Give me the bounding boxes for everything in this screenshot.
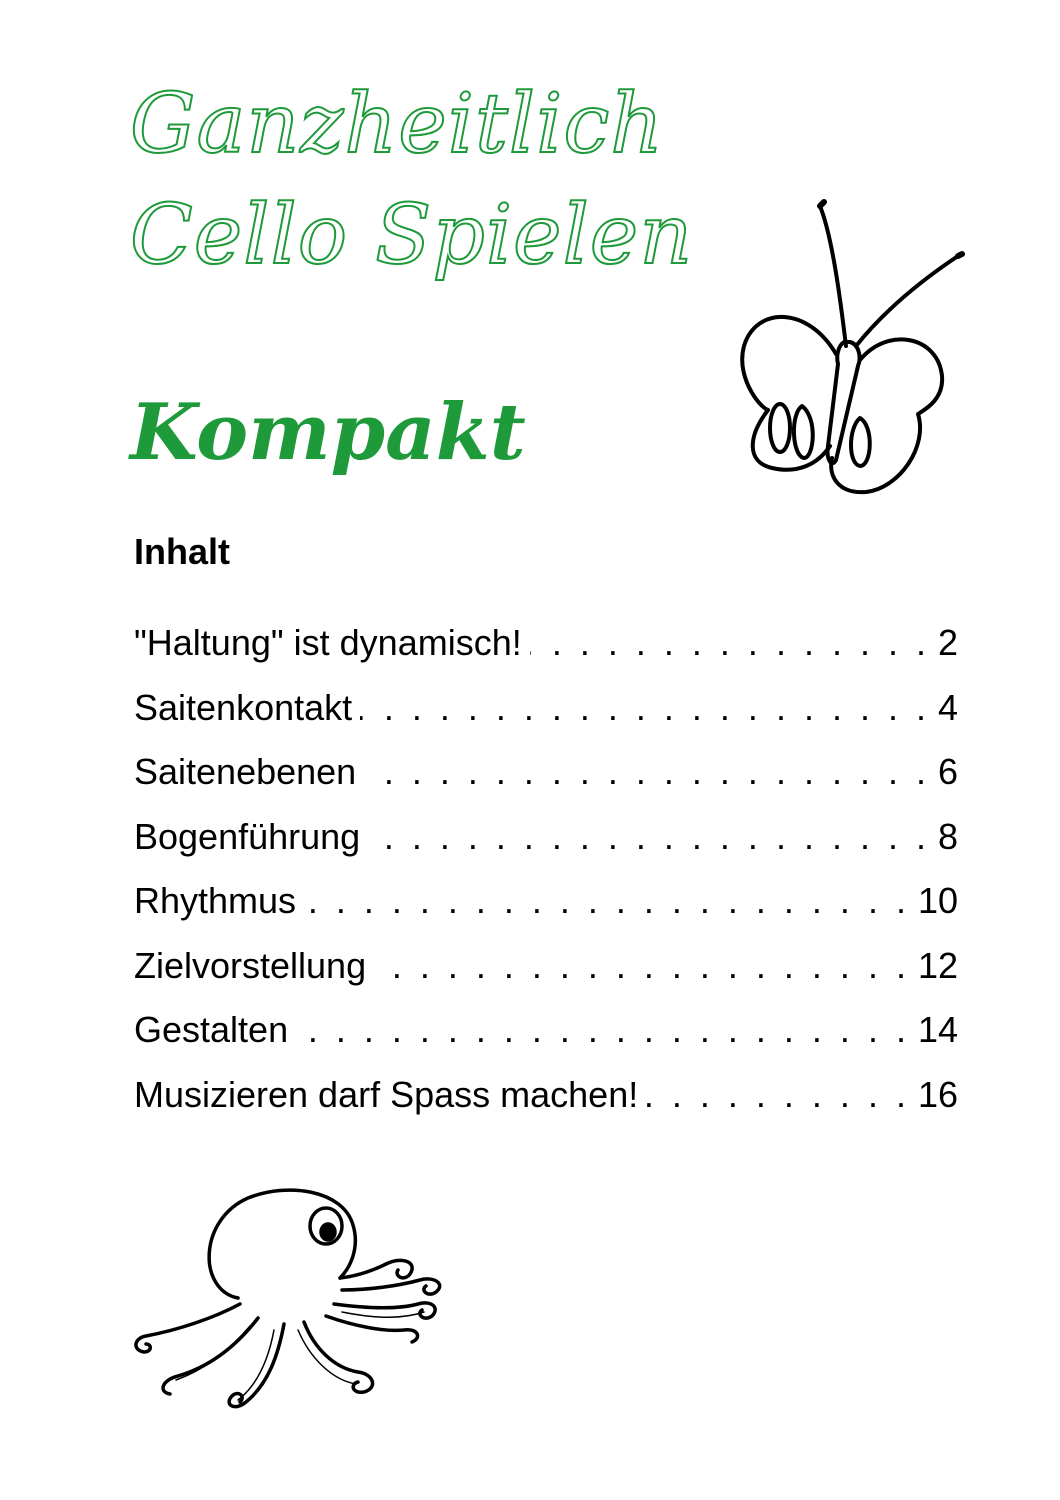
title-line-2: Cello Spielen xyxy=(130,188,694,283)
toc-entry[interactable] xyxy=(134,879,958,944)
toc-leader-dots xyxy=(296,1008,910,1052)
toc-entry-page: 12 xyxy=(917,944,958,986)
toc-entry-page: 4 xyxy=(937,686,958,728)
toc-entry-page: 8 xyxy=(937,815,958,857)
toc-entry-label: Gestalten xyxy=(134,1009,289,1050)
toc-entry-page: 16 xyxy=(917,1073,958,1115)
toc-entry-label: Bogenführung xyxy=(134,815,361,857)
toc-entry[interactable] xyxy=(134,815,958,880)
table-of-contents xyxy=(134,621,958,1137)
toc-entry-page: 6 xyxy=(937,751,958,792)
title-line-1: Ganzheitlich xyxy=(130,77,665,172)
toc-entry-label: Saitenkontakt xyxy=(134,686,353,728)
toc-entry-label: "Haltung" ist dynamisch! xyxy=(134,622,522,663)
toc-entry[interactable] xyxy=(134,1073,958,1138)
butterfly-icon xyxy=(728,196,968,498)
toc-entry[interactable] xyxy=(134,686,958,751)
toc-leader-dots xyxy=(530,621,930,665)
toc-entry-label: Rhythmus xyxy=(134,880,297,921)
toc-entry[interactable] xyxy=(134,750,958,815)
toc-leader-dots xyxy=(360,686,930,730)
toc-entry-page: 10 xyxy=(917,880,958,921)
toc-leader-dots xyxy=(646,1073,910,1117)
octopus-icon xyxy=(128,1180,450,1418)
toc-entry-page: 14 xyxy=(917,1009,958,1050)
toc-leader-dots xyxy=(374,944,910,988)
toc-leader-dots xyxy=(364,750,930,794)
toc-entry-page: 2 xyxy=(937,622,958,663)
toc-entry[interactable] xyxy=(134,944,958,1009)
toc-entry[interactable] xyxy=(134,1008,958,1073)
toc-heading: Inhalt xyxy=(134,531,230,572)
toc-entry-label: Saitenebenen xyxy=(134,751,357,792)
toc-leader-dots xyxy=(304,879,910,923)
toc-entry-label: Musizieren darf Spass machen! xyxy=(134,1073,639,1115)
toc-entry-label: Zielvorstellung xyxy=(134,944,367,986)
subtitle: Kompakt xyxy=(130,387,526,478)
toc-entry[interactable] xyxy=(134,621,958,686)
toc-leader-dots xyxy=(368,815,930,859)
